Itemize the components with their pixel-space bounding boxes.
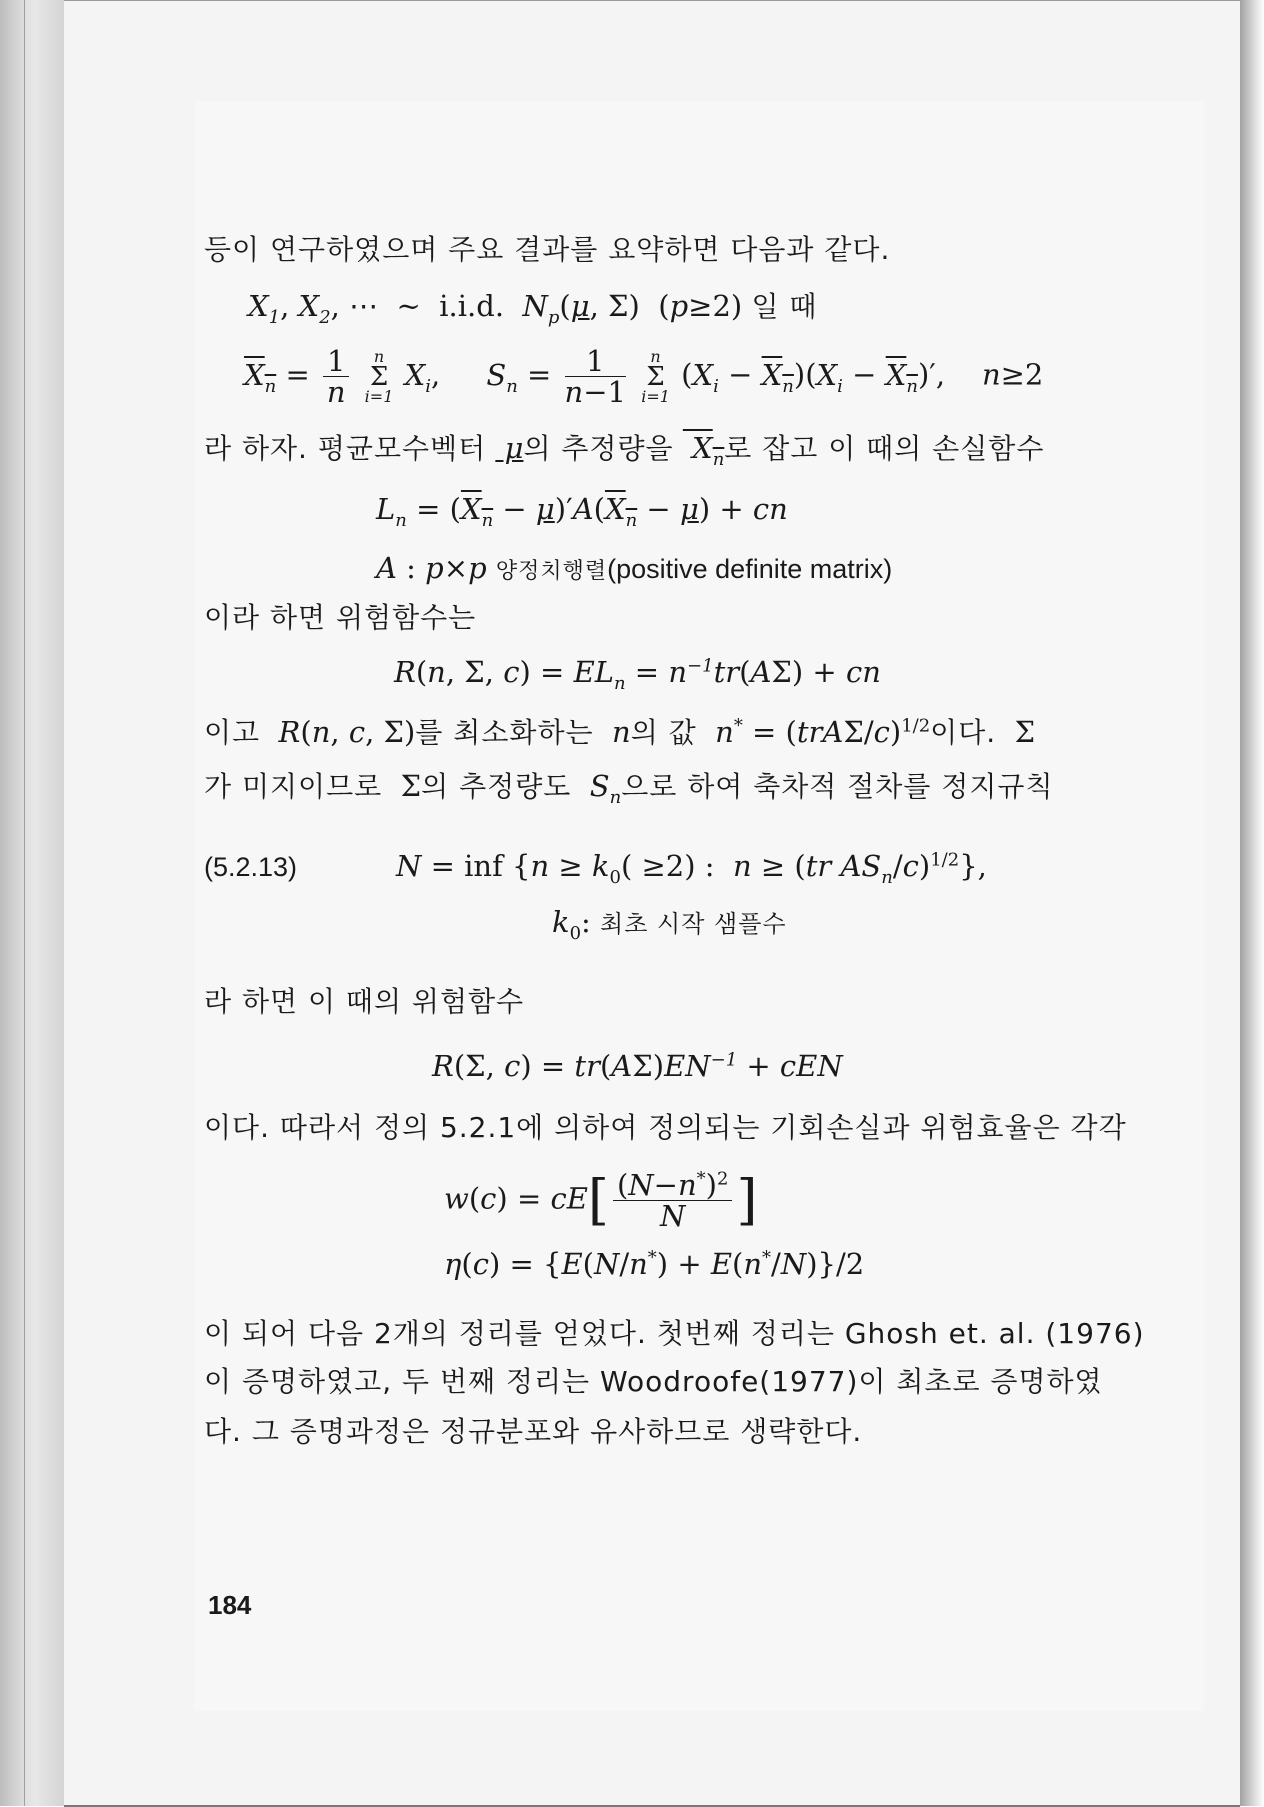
k0-description: 최초 시작 샘플수	[600, 910, 787, 938]
when-label: 일 때	[751, 290, 818, 323]
sample-mean-cov-equation: $X_n$ = $\frac{1}{n}$ n Σ i=1 $X_i$, $S_n$ = $\frac{1}{n-1}$ n Σ i=1 $(X_i - X_n)(X_i - X_n)'$, n≥2	[244, 344, 1044, 409]
text-estimator-also: 의 추정량도	[421, 770, 572, 803]
loss-function-equation: $L_n = (X_n - \mu)'A(X_n - \mu)$ + cn	[376, 492, 788, 531]
text-value-of: 의 값	[630, 716, 697, 749]
paragraph-line-regret: 이다. 따라서 정의 5.2.1에 의하여 정의되는 기회손실과 위험효율은 각각	[204, 1111, 1127, 1144]
book-spine-edge	[0, 0, 25, 1806]
paragraph-line-theorems-2: 이 증명하였고, 두 번째 정리는 Woodroofe(1977)이 최초로 증명하였	[204, 1365, 1103, 1398]
matrix-desc-korean: 양정치행렬	[495, 559, 608, 584]
paragraph-line-estimator: 라 하자. 평균모수벡터 μ의 추정량을 $X_n$로 잡고 이 때의 손실함수	[204, 431, 1045, 470]
equation-number: (5.2.13)	[204, 852, 298, 882]
page-number: 184	[208, 1590, 252, 1620]
matrix-desc-english: (positive definite matrix)	[607, 554, 893, 584]
risk-efficiency-equation: η(c) = {E(N/n*) + E(n*/N)}/2	[444, 1247, 865, 1281]
text-igo: 이고	[204, 716, 261, 749]
paragraph-line-risk-2: 라 하면 이 때의 위험함수	[204, 985, 525, 1018]
text-unknown: 가 미지이므로	[204, 770, 383, 803]
k0-definition-line: $k_0$: 최초 시작 샘플수	[552, 905, 787, 944]
text-minimizing: 를 최소화하는	[415, 716, 594, 749]
text-loss-function: 로 잡고 이 때의 손실함수	[724, 432, 1045, 465]
paragraph-line-optimum: 이고 R(n, c, Σ)를 최소화하는 n의 값 $n^* = (trA\Sigma/c)^{1/2}$이다. Σ	[204, 715, 1036, 749]
paragraph-line-stopping-rule: 가 미지이므로 Σ의 추정량도 $S_n$으로 하여 축차적 절차를 정지규칙	[204, 769, 1054, 808]
iid-condition-line: $X_1$, $X_2$, ⋯ ~ i.i.d. $N_p(\mu$, Σ) (p≥2) 일 때	[248, 289, 818, 328]
iid-label: i.i.d.	[439, 289, 505, 323]
text-ra: 라 하자. 평균모수벡터	[204, 432, 487, 465]
page-edge-shadow	[1238, 0, 1264, 1806]
paragraph-line-theorems-3: 다. 그 증명과정은 정규분포와 유사하므로 생략한다.	[204, 1415, 863, 1448]
text-sequential-procedure: 으로 하여 축차적 절차를 정지규칙	[621, 770, 1054, 803]
stopping-rule-equation-row	[204, 848, 297, 885]
text-ida: 이다.	[930, 716, 997, 749]
text-estimator-of: 의 추정량을	[523, 432, 674, 465]
paragraph-line-intro: 등이 연구하였으며 주요 결과를 요약하면 다음과 같다.	[204, 233, 891, 266]
paragraph-line-risk: 이라 하면 위험함수는	[204, 601, 477, 634]
risk-function-equation: R(n, Σ, $c) = EL_n = n^{-1}tr(A\Sigma)$ + cn	[394, 655, 881, 694]
risk-sequential-equation: R(Σ, $c) = tr(A\Sigma)EN^{-1}$ + cEN	[432, 1049, 843, 1083]
stopping-rule-equation: N = inf {$n \ge k_0( \ge 2)$ : n ≥ (tr $AS_n/c)^{1/2}$},	[396, 849, 987, 888]
matrix-definition-line: A : p×p 양정치행렬(positive definite matrix)	[376, 551, 893, 585]
paragraph-line-theorems-1: 이 되어 다음 2개의 정리를 얻었다. 첫번째 정리는 Ghosh et. al. (1976)	[204, 1317, 1145, 1350]
regret-equation: w(c) = cE[ $\frac{(N-n^*)^2}{N}$ ]	[444, 1168, 758, 1233]
